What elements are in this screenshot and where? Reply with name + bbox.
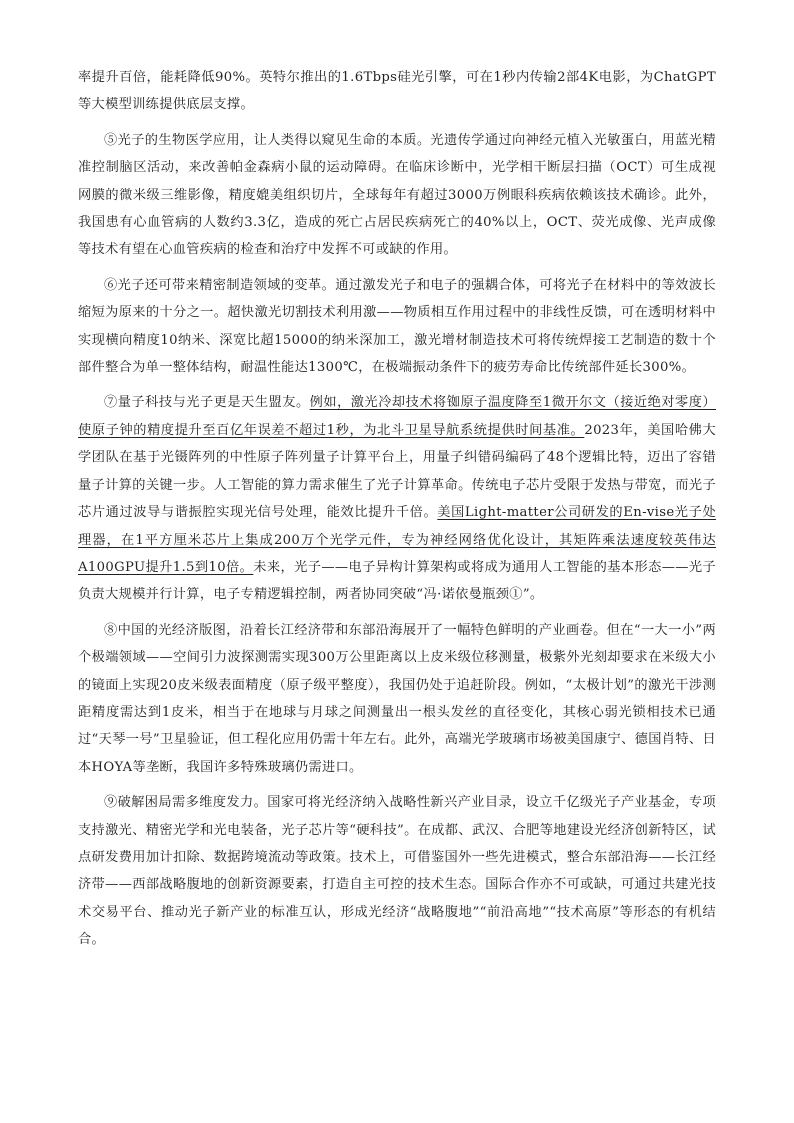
- paragraph-9: [78, 789, 716, 953]
- underlined-text-segment: 美国Light-matter公司研发的En-vise光子处理器，在1平方厘米芯片上集成200万个光学元件，专为神经网络优化设计，其矩阵乘法速度较英伟达A100GPU提升1.5到10倍。: [78, 505, 716, 575]
- underlined-text-segment: 例如，激光冷却技术将铷原子温度降至1微开尔文（接近绝对零度）使原子钟的精度提升至百亿年误差不超过1秒，为北斗卫星导航系统提供时间基准。: [78, 395, 716, 438]
- text-segment: ⑧中国的光经济版图，沿着长江经济带和东部沿海展开了一幅特色鲜明的产业画卷。但在“一大一小”两个极端领域——空间引力波探测需实现300万公里距离以上皮米级位移测量，极紫外光刻却要求在米级大小的镜面上实现20皮米级表面精度（原子级平整度），我国仍处于追赶阶段。例如，“太极计划”的激光干涉测距精度需达到1皮米，相当于在地球与月球之间测量出一根头发丝的直径变化，其核心弱光锁相技术已通过“天琴一号”卫星验证，但工程化应用仍需十年左右。此外，高端光学玻璃市场被美国康宁、德国肖特、日本HOYA等垄断，我国许多特殊玻璃仍需进口。: [78, 622, 716, 775]
- text-segment: ⑦量子科技与光子更是天生盟友。: [104, 395, 310, 411]
- paragraph-4-continued: [78, 64, 716, 119]
- text-segment: ⑥光子还可带来精密制造领域的变革。通过激发光子和电子的强耦合体，可将光子在材料中的等效波长缩短为原来的十分之一。超快激光切割技术利用激——物质相互作用过程中的非线性反馈，可在透明材料中实现横向精度10纳米、深宽比超15000的纳米深加工，激光增材制造技术可将传统焊接工艺制造的数十个部件整合为单一整体结构，耐温性能达1300℃，在极端振动条件下的疲劳寿命比传统部件延长300%。: [78, 277, 716, 376]
- paragraph-6: [78, 272, 716, 382]
- text-segment: ⑨破解困局需多维度发力。国家可将光经济纳入战略性新兴产业目录，设立千亿级光子产业基金，专项支持激光、精密光学和光电装备，光子芯片等“硬科技”。在成都、武汉、合肥等地建设光经济创新特区，试点研发费用加计扣除、数据跨境流动等政策。技术上，可借鉴国外一些先进模式，整合东部沿海——长江经济带——西部战略腹地的创新资源要素，打造自主可控的技术生态。国际合作亦不可或缺，可通过共建光技术交易平台、推动光子新产业的标准互认，形成光经济“战略腹地”“前沿高地”“技术高原”等形态的有机结合。: [78, 795, 716, 948]
- paragraph-8: [78, 617, 716, 781]
- paragraph-5: [78, 127, 716, 264]
- text-segment: ⑤光子的生物医学应用，让人类得以窥见生命的本质。光遗传学通过向神经元植入光敏蛋白，用蓝光精准控制脑区活动，来改善帕金森病小鼠的运动障碍。在临床诊断中，光学相干断层扫描（OCT）可生成视网膜的微米级三维影像，精度媲美组织切片，全球每年有超过3000万例眼科疾病依赖该技术确诊。此外，我国患有心血管病的人数约3.3亿，造成的死亡占居民疾病死亡的40%以上，OCT、荧光成像、光声成像等技术有望在心血管疾病的检查和治疗中发挥不可或缺的作用。: [78, 132, 716, 258]
- text-segment: 未来，光子——电子异构计算架构或将成为通用人工智能的基本形态——光子负责大规模并行计算，电子专精逻辑控制，两者协同突破“冯·诺依曼瓶颈①”。: [78, 559, 716, 603]
- text-segment: 率提升百倍，能耗降低90%。英特尔推出的1.6Tbps硅光引擎，可在1秒内传输2部4K电影，为ChatGPT等大模型训练提供底层支撑。: [78, 70, 716, 113]
- text-segment: 2023年，美国哈佛大学团队在基于光镊阵列的中性原子阵列量子计算平台上，用量子纠错码编码了48个逻辑比特，迈出了容错量子计算的关键一步。人工智能的算力需求催生了光子计算革命。传统电子芯片受限于发热与带宽，而光子芯片通过波导与谐振腔实现光信号处理，能效比提升千倍。: [78, 422, 716, 521]
- paragraph-7: [78, 389, 716, 608]
